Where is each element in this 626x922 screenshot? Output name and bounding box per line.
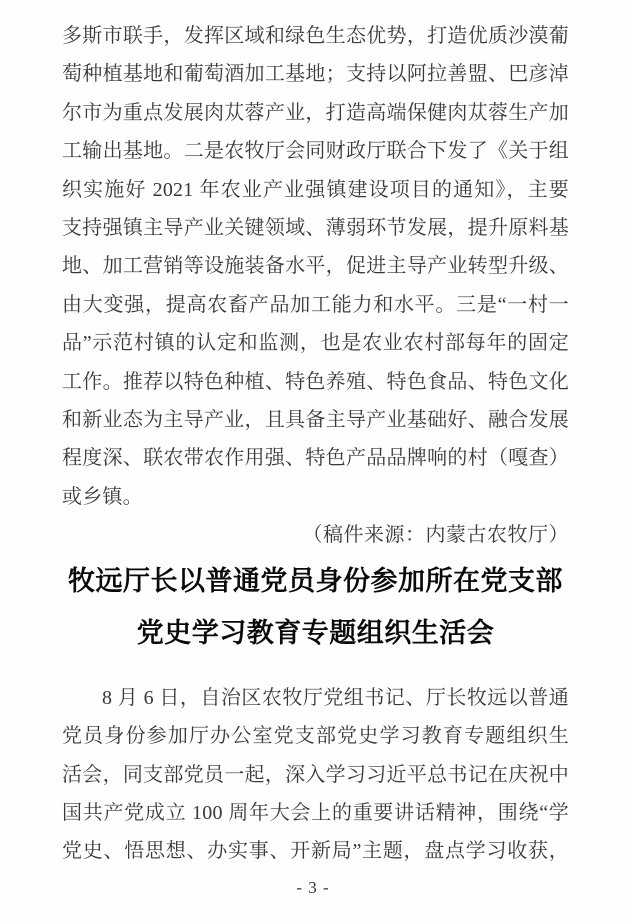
- body-text-line: 党员身份参加厅办公室党支部党史学习教育专题组织生: [62, 725, 569, 748]
- body-text-line: 支持强镇主导产业关键领域、薄弱环节发展，提升原料基: [62, 217, 569, 240]
- body-text-line: 和新业态为主导产业，且具备主导产业基础好、融合发展: [62, 409, 569, 432]
- article-title-line: 牧远厅长以普通党员身份参加所在党支部: [68, 565, 563, 596]
- text-column: [62, 17, 569, 871]
- body-text-line: 织实施好 2021 年农业产业强镇建设项目的通知》，主要: [62, 178, 569, 201]
- source-attribution: （稿件来源：内蒙古农牧厅）: [302, 524, 569, 547]
- body-text-line: 工作。推荐以特色种植、特色养殖、特色食品、特色文化: [62, 370, 569, 393]
- body-text-line: 活会，同支部党员一起，深入学习习近平总书记在庆祝中: [62, 763, 569, 786]
- body-text-line: 党史、悟思想、办实事、开新局”主题，盘点学习收获，: [62, 840, 569, 863]
- body-text-line: 工输出基地。二是农牧厅会同财政厅联合下发了《关于组: [62, 140, 569, 163]
- page-number: - 3 -: [296, 878, 330, 897]
- article-title: [62, 555, 569, 659]
- article-2-text: [62, 679, 569, 871]
- body-text-line: 萄种植基地和葡萄酒加工基地；支持以阿拉善盟、巴彦淖: [62, 63, 569, 86]
- body-text-line: 或乡镇。: [62, 485, 143, 508]
- body-text-line: 地、加工营销等设施装备水平，促进主导产业转型升级、: [62, 255, 569, 278]
- body-text-line: 品”示范村镇的认定和监测，也是农业农村部每年的固定: [62, 332, 569, 355]
- body-text-line: 8 月 6 日，自治区农牧厅党组书记、厅长牧远以普通: [102, 686, 569, 709]
- body-text-line: 由大变强，提高农畜产品加工能力和水平。三是“一村一: [62, 293, 569, 316]
- body-text-line: 多斯市联手，发挥区域和绿色生态优势，打造优质沙漠葡: [62, 25, 569, 47]
- article-title-line: 党史学习教育专题组织生活会: [136, 617, 495, 648]
- article-1-text: [62, 17, 569, 516]
- body-text-line: 尔市为重点发展肉苁蓉产业，打造高端保健肉苁蓉生产加: [62, 101, 569, 124]
- body-text-line: 国共产党成立 100 周年大会上的重要讲话精神，围绕“学: [62, 801, 569, 824]
- body-text-line: 程度深、联农带农作用强、特色产品品牌响的村（嘎查）: [62, 447, 569, 470]
